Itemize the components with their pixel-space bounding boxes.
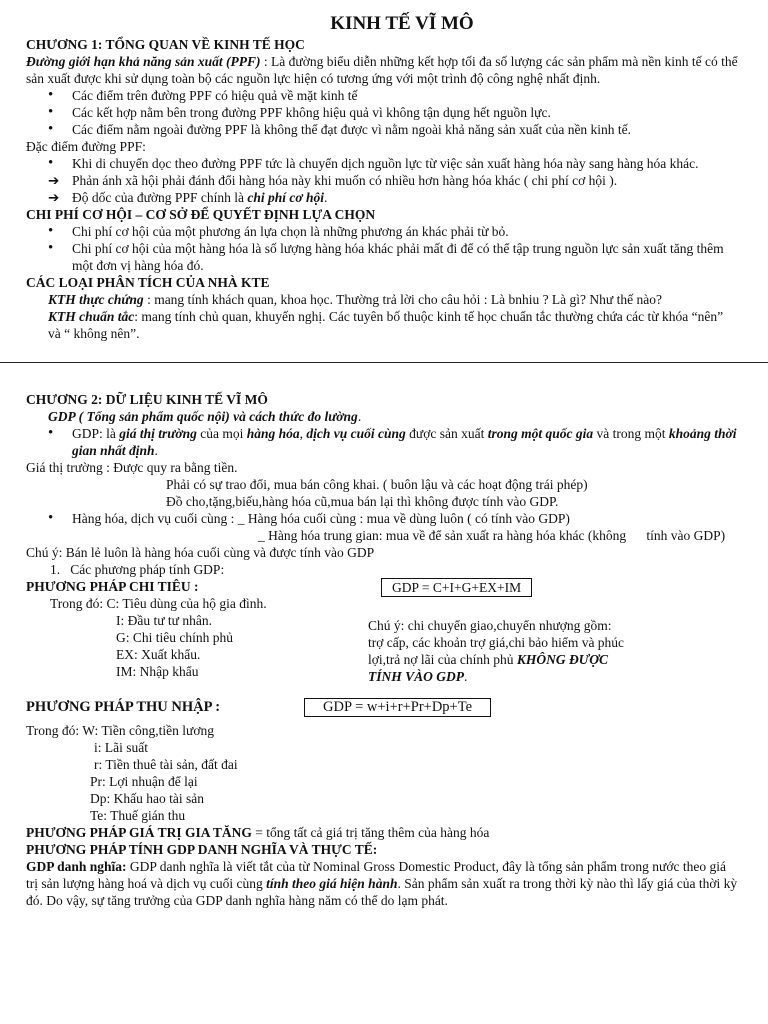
income-formula: GDP = w+i+r+Pr+Dp+Te xyxy=(304,698,491,717)
arrow-right-icon: ➔ xyxy=(48,173,60,188)
gdp-def-part: GDP: là xyxy=(72,426,120,441)
expenditure-method xyxy=(26,578,738,696)
var-line: i: Lãi suất xyxy=(94,740,148,755)
nominal-emphasis: tính theo giá hiện hành xyxy=(266,876,398,891)
final-goods-line: _ Hàng hóa trung gian: mua về để sản xuất ra hàng hóa khác (không tính vào GDP) xyxy=(258,528,726,543)
analysis-types-heading: CÁC LOẠI PHÂN TÍCH CỦA NHÀ KTE xyxy=(26,275,270,290)
income-vars xyxy=(26,722,738,824)
income-method xyxy=(26,696,738,720)
gdp-def-part: và trong một xyxy=(593,426,669,441)
list-item: • Các kết hợp nằm bên trong đường PPF không hiệu quả vì không tận dụng hết nguồn lực. xyxy=(26,104,738,121)
methods-item: 1. Các phương pháp tính GDP: xyxy=(50,562,225,577)
section-divider xyxy=(0,362,768,363)
nominal-real-heading: PHƯƠNG PHÁP TÍNH GDP DANH NGHĨA VÀ THỰC TẾ: xyxy=(26,842,378,857)
list-item: • Các điểm nằm ngoài đường PPF là không thể đạt được vì nằm ngoài khả năng sản xuất của nền kinh tế. xyxy=(26,121,738,138)
var-line: IM: Nhập khẩu xyxy=(116,664,199,679)
nominal-term: GDP danh nghĩa: xyxy=(26,859,127,874)
gdp-def-part: trong một quốc gia xyxy=(487,426,594,441)
list-item: • Hàng hóa, dịch vụ cuối cùng : _ Hàng hóa cuối cùng : mua về dùng luôn ( có tính vào GDP) xyxy=(26,510,738,527)
document-page xyxy=(26,12,738,909)
arrow-text: Độ dốc của đường PPF chính là xyxy=(72,190,248,205)
chapter2-heading: CHƯƠNG 2: DỮ LIỆU KINH TẾ VĨ MÔ xyxy=(26,392,268,407)
nominal-def: GDP danh nghĩa là viết tắt của từ Nominal Gross Domestic Product, đây là tổng sản phẩm trong nước theo giá trị sản lượng hàng hoá và dịch vụ cuối cùng xyxy=(26,859,726,891)
list-item: • Chi phí cơ hội của một hàng hóa là số lượng hàng hóa khác phải mất đi để có thể tập trung nguồn lực sản xuất tăng thêm một đơn vị hàng hóa đó. xyxy=(26,240,738,274)
var-line: Trong đó: W: Tiền công,tiền lương xyxy=(26,723,214,738)
gdp-subheading xyxy=(26,408,738,425)
var-line: Te: Thuế gián thu xyxy=(90,808,186,823)
var-line: Trong đó: C: Tiêu dùng của hộ gia đình. xyxy=(50,596,267,611)
list-item xyxy=(26,425,738,459)
ppf-def-text: : Là đường biểu diễn những kết hợp tối đa số lượng các sản phẩm mà nền kinh tế có thể sản xuất được khi sử dụng toàn bộ các nguồn lực hiện có tương ứng với một trình độ công nghệ nhất định. xyxy=(26,54,738,86)
list-item: • Khi di chuyển dọc theo đường PPF tức là chuyển dịch nguồn lực từ việc sản xuất hàng hóa này sang hàng hóa khác. xyxy=(26,155,738,172)
retail-note: Chú ý: Bán lẻ luôn là hàng hóa cuối cùng và được tính vào GDP xyxy=(26,545,375,560)
var-line: EX: Xuất khẩu. xyxy=(116,647,201,662)
gdp-subheading-text: GDP ( Tổng sản phẩm quốc nội) và cách thức đo lường xyxy=(48,409,358,424)
gdp-def-part: của mọi xyxy=(196,426,247,441)
normative-def: : mang tính chủ quan, khuyến nghị. Các tuyên bố thuộc kinh tế học chuẩn tắc thường chứa các từ khóa “nên” và “ không nên”. xyxy=(48,309,724,341)
value-added-def: = tổng tất cả giá trị tăng thêm của hàng hóa xyxy=(251,825,490,840)
chapter1-heading: CHƯƠNG 1: TỔNG QUAN VỀ KINH TẾ HỌC xyxy=(26,37,305,52)
normative-term: KTH chuẩn tắc xyxy=(48,309,135,324)
var-line: r: Tiền thuê tài sản, đất đai xyxy=(94,757,238,772)
arrow-right-icon: ➔ xyxy=(48,190,60,205)
list-item: • Các điểm trên đường PPF có hiệu quả về mặt kinh tế xyxy=(26,87,738,104)
gdp-definition-list xyxy=(26,425,738,459)
opportunity-cost-heading: CHI PHÍ CƠ HỘI – CƠ SỞ ĐỂ QUYẾT ĐỊNH LỰA CHỌN xyxy=(26,207,376,222)
market-price-line: Đồ cho,tặng,biếu,hàng hóa cũ,mua bán lại thì không được tính vào GDP. xyxy=(166,494,559,509)
transfer-note-emphasis: KHÔNG ĐƯỢC TÍNH VÀO GDP xyxy=(368,652,608,684)
expenditure-heading: PHƯƠNG PHÁP CHI TIÊU : xyxy=(26,579,199,594)
transfer-note-dot: . xyxy=(464,669,468,684)
transfer-note-text: Chú ý: chi chuyển giao,chuyển nhượng gồm: trợ cấp, các khoản trợ giá,chi bảo hiểm và phúc lợi,trả nợ lãi của chính phủ xyxy=(368,618,625,667)
market-price-line: Phải có sự trao đổi, mua bán công khai. ( buôn lậu và các hoạt động trái phép) xyxy=(166,477,588,492)
arrow-text-end: . xyxy=(323,190,328,205)
positive-def: : mang tính khách quan, khoa học. Thường trả lời cho câu hỏi : Là bnhiu ? Là gì? Như thế nào? xyxy=(143,292,662,307)
arrow-text-emphasis: chi phí cơ hội xyxy=(247,190,324,205)
var-line: I: Đầu tư tư nhân. xyxy=(116,613,212,628)
arrow-text: Phản ánh xã hội phải đánh đổi hàng hóa này khi muốn có nhiều hơn hàng hóa khác ( chi phí cơ hội ). xyxy=(72,173,618,188)
nominal-gdp-paragraph xyxy=(26,858,738,909)
final-goods-list xyxy=(26,510,738,527)
expenditure-vars xyxy=(50,595,267,680)
gdp-def-part: dịch vụ cuối cùng xyxy=(306,426,406,441)
ppf-definition xyxy=(26,53,738,87)
gdp-def-part: giá thị trường xyxy=(119,426,197,441)
arrow-item xyxy=(26,189,738,206)
gdp-def-part: hàng hóa xyxy=(246,426,300,441)
positive-term: KTH thực chứng xyxy=(48,292,144,307)
ppf-features-list xyxy=(26,155,738,172)
var-line: Pr: Lợi nhuận để lại xyxy=(90,774,198,789)
var-line: Dp: Khấu hao tài sản xyxy=(90,791,204,806)
gdp-def-part: khoảng thời gian nhất định xyxy=(72,426,737,458)
value-added-method xyxy=(26,824,738,841)
transfer-note xyxy=(368,617,628,685)
var-line: G: Chi tiêu chính phủ xyxy=(116,630,233,645)
opportunity-cost-list xyxy=(26,223,738,274)
income-heading: PHƯƠNG PHÁP THU NHẬP : xyxy=(26,699,221,715)
expenditure-formula: GDP = C+I+G+EX+IM xyxy=(381,578,532,597)
ppf-features-label: Đặc điểm đường PPF: xyxy=(26,139,146,154)
gdp-def-part: , xyxy=(299,426,307,441)
nominal-def-end: . Sản phẩm sản xuất ra trong thời kỳ nào thì lấy giá của thời kỳ đó. Do vậy, sự tăng trưởng của GDP danh nghĩa hàng năm có thể do lạm phát. xyxy=(26,876,738,908)
normative-economics xyxy=(26,308,738,342)
ppf-points-list xyxy=(26,87,738,138)
gdp-def-part: . xyxy=(154,443,158,458)
gdp-def-part: được sản xuất xyxy=(405,426,488,441)
market-price-line: Giá thị trường : Được quy ra bằng tiền. xyxy=(26,460,238,475)
document-title: KINH TẾ VĨ MÔ xyxy=(330,13,474,34)
list-item: • Chi phí cơ hội của một phương án lựa chọn là những phương án khác phải từ bỏ. xyxy=(26,223,738,240)
value-added-heading: PHƯƠNG PHÁP GIÁ TRỊ GIA TĂNG xyxy=(26,825,252,840)
positive-economics xyxy=(26,291,738,308)
gdp-subheading-dot: . xyxy=(357,409,362,424)
ppf-term: Đường giới hạn khả năng sản xuất (PPF) xyxy=(26,54,261,69)
arrow-item xyxy=(26,172,738,189)
